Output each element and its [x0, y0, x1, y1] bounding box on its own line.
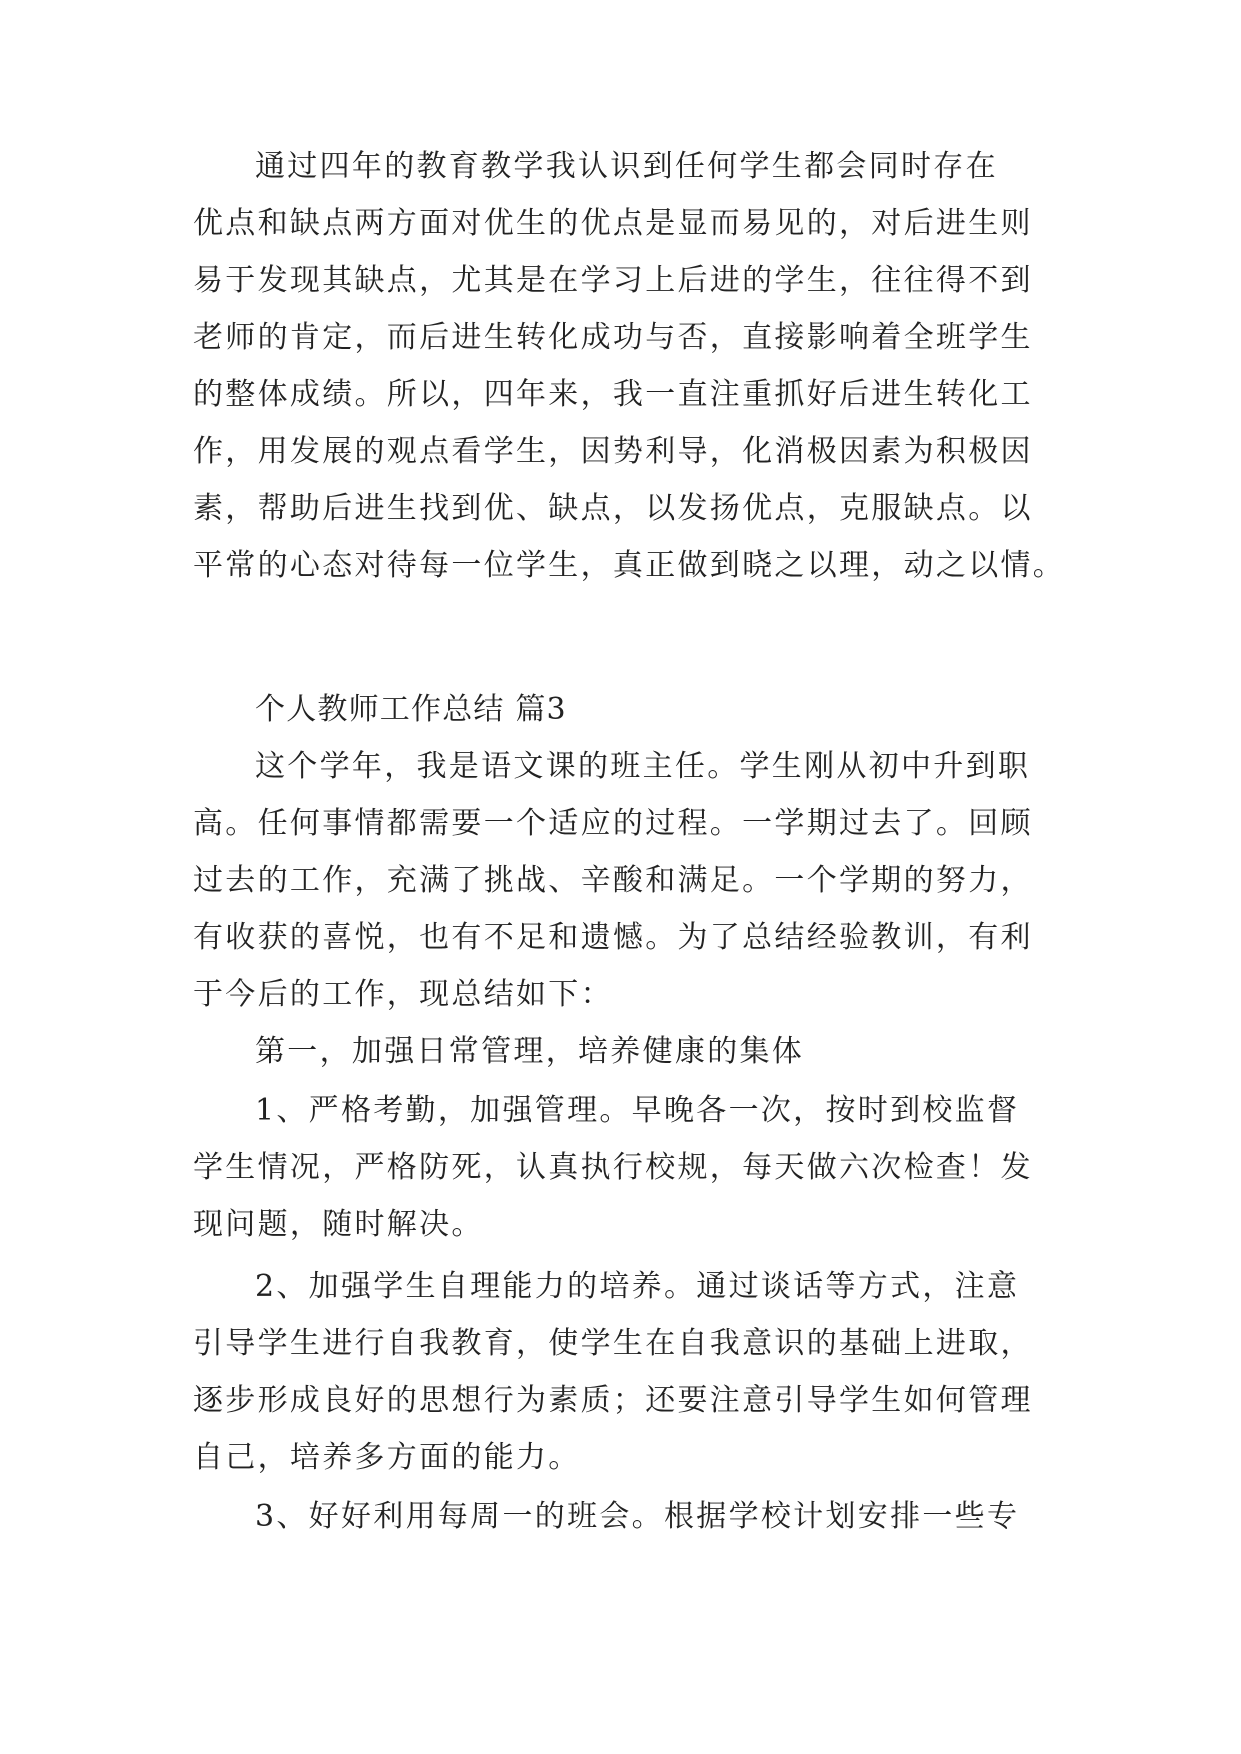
section-heading-block [193, 681, 1053, 738]
list-item-3 [193, 1488, 1053, 1545]
list-item-1 [193, 1082, 1053, 1253]
subheading: 第一，加强日常管理，培养健康的集体 [255, 1034, 805, 1069]
paragraph-line: 优点和缺点两方面对优生的优点是显而易见的，对后进生则 [193, 206, 1033, 241]
list-item-2 [193, 1258, 1053, 1486]
section-heading: 个人教师工作总结 篇3 [255, 692, 567, 727]
paragraph-line: 高。任何事情都需要一个适应的过程。一学期过去了。回顾 [193, 806, 1033, 841]
paragraph-line: 这个学年，我是语文课的班主任。学生刚从初中升到职 [255, 749, 1031, 784]
paragraph-1 [193, 138, 1066, 594]
paragraph-line: 的整体成绩。所以，四年来，我一直注重抓好后进生转化工 [193, 377, 1033, 412]
paragraph-line: 作，用发展的观点看学生，因势利导，化消极因素为积极因 [193, 434, 1033, 469]
paragraph-line: 素，帮助后进生找到优、缺点，以发扬优点，克服缺点。以 [193, 491, 1033, 526]
paragraph-line: 自己，培养多方面的能力。 [193, 1440, 581, 1475]
paragraph-line: 老师的肯定，而后进生转化成功与否，直接影响着全班学生 [193, 320, 1033, 355]
paragraph-line: 有收获的喜悦，也有不足和遗憾。为了总结经验教训，有利 [193, 920, 1033, 955]
paragraph-line: 2、加强学生自理能力的培养。通过谈话等方式，注意 [255, 1269, 1020, 1304]
paragraph-line: 于今后的工作，现总结如下： [193, 977, 613, 1012]
paragraph-line: 学生情况，严格防死，认真执行校规，每天做六次检查！发 [193, 1150, 1033, 1185]
paragraph-line: 易于发现其缺点，尤其是在学习上后进的学生，往往得不到 [193, 263, 1033, 298]
paragraph-line: 过去的工作，充满了挑战、辛酸和满足。一个学期的努力， [193, 863, 1033, 898]
paragraph-line: 平常的心态对待每一位学生，真正做到晓之以理，动之以情。 [193, 548, 1066, 583]
paragraph-line: 1、严格考勤，加强管理。早晚各一次，按时到校监督 [255, 1093, 1020, 1128]
paragraph-2 [193, 738, 1053, 1023]
paragraph-line: 通过四年的教育教学我认识到任何学生都会同时存在 [255, 149, 998, 184]
paragraph-line: 引导学生进行自我教育，使学生在自我意识的基础上进取， [193, 1326, 1033, 1361]
paragraph-line: 逐步形成良好的思想行为素质；还要注意引导学生如何管理 [193, 1383, 1033, 1418]
paragraph-line: 现问题，随时解决。 [193, 1207, 484, 1242]
paragraph-line: 3、好好利用每周一的班会。根据学校计划安排一些专 [255, 1499, 1020, 1534]
subheading-block [193, 1023, 1053, 1080]
